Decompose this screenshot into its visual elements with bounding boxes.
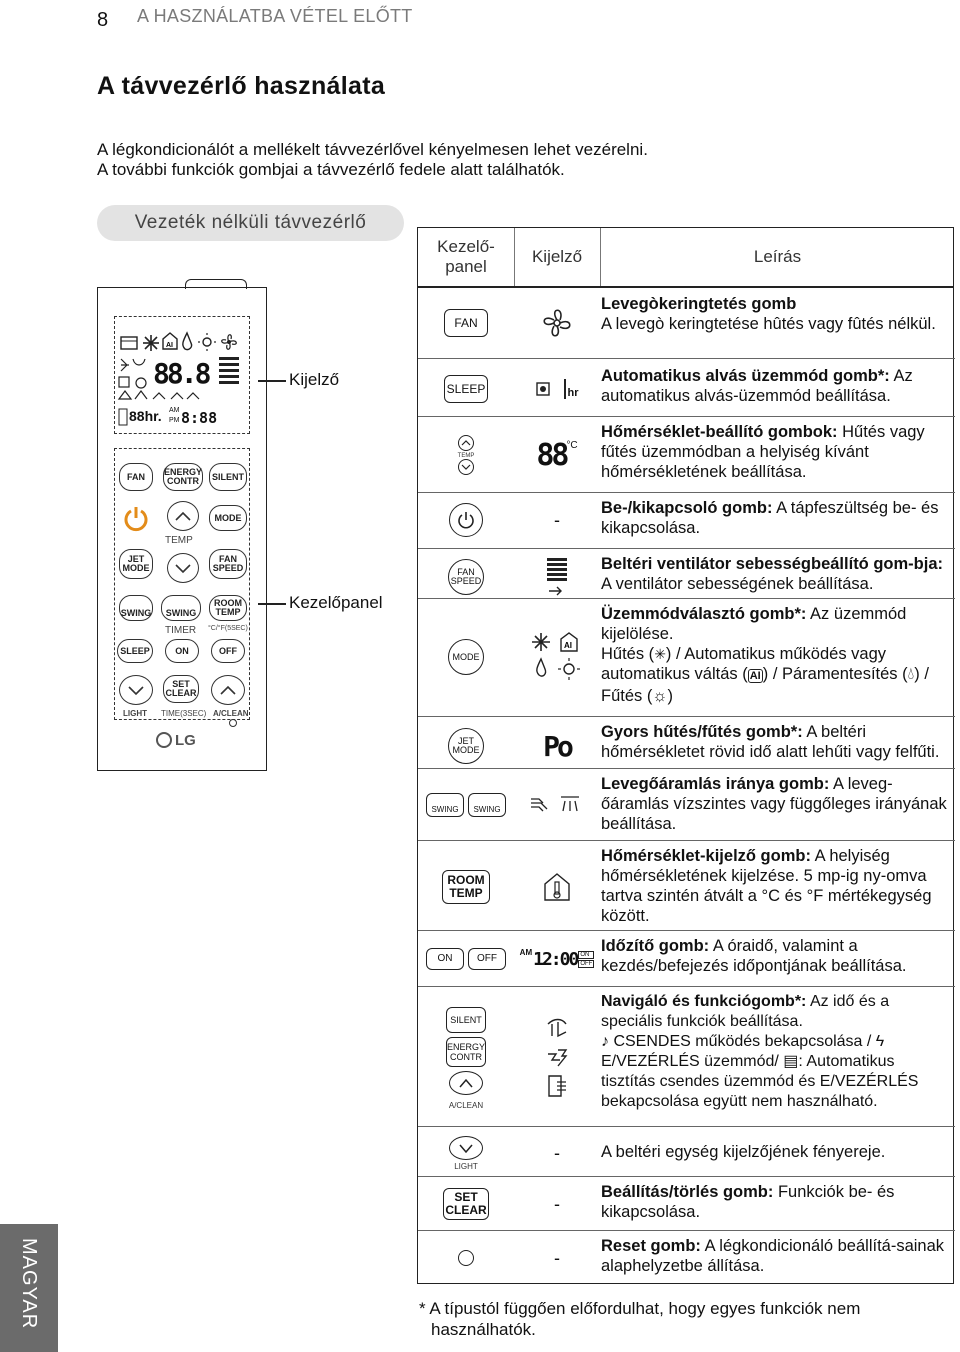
temp-digits: 88 <box>536 437 567 473</box>
timer-am: AM <box>519 948 533 957</box>
remote-temp-up-button[interactable] <box>167 501 199 531</box>
row-desc-text: A leveg-őáramlás vízszintes vagy függőleges irányának beállítása. <box>601 775 947 833</box>
section-header: A HASZNÁLATBA VÉTEL ELŐTT <box>137 6 413 26</box>
mode-icons <box>531 631 583 683</box>
header-underline <box>418 286 953 288</box>
table-row <box>418 420 955 490</box>
remote-on-button[interactable]: ON <box>165 639 199 663</box>
row-display <box>514 934 600 984</box>
house-thermometer-icon <box>542 872 572 902</box>
swing-icons <box>529 795 585 815</box>
energy-key-l1: ENERGY <box>447 1041 486 1052</box>
jet-key-l2: MODE <box>452 745 480 755</box>
row-control <box>418 1130 514 1176</box>
row-control <box>418 1180 514 1228</box>
remote-time3-label: TIME(3SEC) <box>161 709 207 718</box>
clean-inline-icon: ▤ <box>783 1053 799 1070</box>
row-divider <box>418 598 955 599</box>
remote-lcd <box>114 316 250 434</box>
remote-illustration <box>97 287 267 771</box>
row-control <box>418 364 514 414</box>
remote-power-button[interactable] <box>119 501 153 535</box>
chevron-down-icon <box>174 562 192 574</box>
drop-icon: 💧︎ <box>907 665 915 683</box>
remote-fan-button[interactable]: FAN <box>119 463 153 491</box>
nav-line-3b: : Automatikus tisztítás csendes üzemmód és E/VEZÉRLÉS bekapcsolása együtt nem használható. <box>601 1053 919 1110</box>
remote-jet-button[interactable] <box>119 549 153 579</box>
row-description <box>601 1236 953 1276</box>
fanspeed-key-l2: SPEED <box>450 576 482 586</box>
row-desc-text: A tápfeszültség be- és kikapcsolása. <box>601 499 939 537</box>
row-control <box>418 844 514 930</box>
remote-light-label: LIGHT <box>123 709 147 718</box>
chevron-up-icon <box>174 510 192 522</box>
temp-up-key[interactable] <box>458 435 474 451</box>
on-key[interactable]: ON <box>426 948 464 970</box>
row-description <box>601 422 953 482</box>
row-description <box>601 774 953 834</box>
silent-key[interactable]: SILENT <box>446 1007 486 1033</box>
table-row <box>418 844 955 930</box>
energy-inline-icon: ϟ <box>875 1033 885 1050</box>
auto-icon: AI <box>749 670 761 682</box>
lg-logo-text: LG <box>175 732 196 749</box>
remote-button-panel <box>114 448 250 720</box>
page-title: A távvezérlő használata <box>97 72 386 100</box>
row-desc-text: A beltéri hőmérsékletet rövid idő alatt lehűti vagy felfűti. <box>601 723 940 761</box>
energy-icon <box>546 1046 568 1068</box>
col-header-description: Leírás <box>753 247 802 266</box>
timer-off: OFF <box>580 960 593 967</box>
power-key[interactable] <box>449 503 483 537</box>
light-key-label: LIGHT <box>454 1161 478 1171</box>
power-icon <box>456 510 476 530</box>
row-description <box>601 366 953 406</box>
setclear-display: - <box>554 1193 560 1214</box>
row-desc-text: A helyiség hőmérsékletének kijelzése. 5 mp-ig ny-omva tartva szintén átvált a °C és °F mértékegység között. <box>601 847 932 925</box>
sleep-key[interactable]: SLEEP <box>444 375 488 403</box>
timer-onoff <box>578 951 594 968</box>
intro-text <box>97 140 917 180</box>
display-leader-line <box>258 380 286 382</box>
col-header-panel-l2: panel <box>445 257 487 276</box>
row-display <box>514 1180 600 1228</box>
silent-icon <box>544 1018 570 1040</box>
setclear-key[interactable] <box>443 1188 489 1220</box>
remote-swing-h-button[interactable]: SWING <box>119 595 153 621</box>
remote-silent-button[interactable]: SILENT <box>209 463 247 491</box>
fanspeed-key[interactable] <box>448 559 484 595</box>
row-desc-bold: Levegőáramlás iránya gomb: <box>601 775 830 793</box>
chevron-up-icon <box>461 440 471 446</box>
row-desc-bold: Levegòkeringtetés gomb <box>601 295 797 313</box>
row-display <box>514 990 600 1126</box>
remote-energy-button[interactable] <box>163 463 203 491</box>
remote-reset-hole[interactable] <box>229 719 237 727</box>
row-description <box>601 1182 953 1222</box>
sleep-icon <box>536 382 550 396</box>
remote-fanspeed-l1: FAN <box>219 554 237 564</box>
remote-energy-l1: ENERGY <box>164 467 203 477</box>
row-control <box>418 420 514 490</box>
row-desc-text: Az automatikus alvás-üzemmód beállítása. <box>601 367 913 405</box>
table-row <box>418 1180 955 1228</box>
setclear-key-l2: CLEAR <box>445 1203 487 1217</box>
function-table <box>417 227 954 1284</box>
table-row <box>418 292 955 354</box>
footnote-line-1: * A típustól függően előfordulhat, hogy egyes funkciók nem <box>419 1299 861 1318</box>
remote-fanspeed-button[interactable] <box>209 549 247 579</box>
lg-logo <box>156 732 196 749</box>
remote-jet-l1: JET <box>127 554 145 564</box>
row-divider <box>418 1230 955 1231</box>
row-desc-bold: Be-/kikapcsoló gomb: <box>601 499 773 517</box>
footnote <box>419 1298 949 1340</box>
table-row <box>418 720 955 772</box>
row-desc-text: A óraidő, valamint a kezdés/befejezés időpontjának beállítása. <box>601 937 907 975</box>
row-description <box>601 604 953 706</box>
row-display <box>514 364 600 414</box>
language-tab <box>0 1224 58 1352</box>
language-tab-label: MAGYAR <box>18 1238 40 1330</box>
table-row <box>418 990 955 1126</box>
jet-key[interactable] <box>448 728 484 764</box>
table-row <box>418 364 955 414</box>
fanspeed-key-l1: FAN <box>457 567 475 577</box>
row-divider <box>418 548 955 549</box>
lcd-hour-digits: 88hr. <box>129 408 162 424</box>
cool-icon: ✳ <box>654 646 666 662</box>
col-header-display: Kijelző <box>531 247 583 266</box>
silent-inline-icon: ♪ <box>601 1033 609 1050</box>
row-display <box>514 1130 600 1176</box>
table-row <box>418 772 955 838</box>
reset-display: - <box>554 1247 560 1268</box>
row-desc-bold: Beállítás/törlés gomb: <box>601 1183 774 1201</box>
row-display <box>514 602 600 712</box>
row-control <box>418 1234 514 1282</box>
row-divider <box>418 416 955 417</box>
row-divider <box>418 716 955 717</box>
row-display <box>514 720 600 772</box>
remote-energy-l2: CONTR <box>167 476 199 486</box>
svg-text:AI: AI <box>564 641 572 650</box>
row-divider <box>418 492 955 493</box>
swing-v-key[interactable]: SWING <box>468 793 506 817</box>
row-description <box>601 992 953 1112</box>
remote-sleep-button[interactable]: SLEEP <box>117 639 153 663</box>
remote-aclean-label: A/CLEAN <box>213 709 249 718</box>
row-control <box>418 934 514 984</box>
remote-swing-v-button[interactable]: SWING <box>161 595 201 621</box>
footnote-line-2: használhatók. <box>431 1320 536 1339</box>
table-row <box>418 602 955 712</box>
col-header-panel <box>418 228 514 286</box>
remote-room-l1: ROOM <box>214 598 242 608</box>
remote-cf-label: °C/°F(5SEC) <box>208 625 248 632</box>
row-divider <box>418 358 955 359</box>
row-divider <box>418 1176 955 1177</box>
mode-text-e: ) <box>667 687 673 705</box>
mode-text-c: ) / Páramentesítés ( <box>762 665 908 683</box>
row-description <box>601 846 953 926</box>
row-desc-bold: Navigáló és funkciógomb*: <box>601 993 807 1010</box>
fan-speed-bars-icon <box>545 558 569 596</box>
chevron-down-icon <box>458 1143 474 1153</box>
display-callout: Kijelző <box>289 370 340 389</box>
energy-key-l2: CONTR <box>450 1051 482 1062</box>
lcd-main-digits: 88.8 <box>153 357 209 390</box>
swing-h-key[interactable]: SWING <box>426 793 464 817</box>
row-control <box>418 602 514 712</box>
row-desc-bold: Üzemmódválasztó gomb*: <box>601 605 807 623</box>
row-display <box>514 1234 600 1282</box>
row-divider <box>418 930 955 931</box>
row-desc-text: A ventilátor sebességének beállítása. <box>601 575 874 593</box>
row-desc-text: Hűtés vagy fűtés üzemmódban a helyiség kívánt hőmérsékletének beállítása. <box>601 423 925 481</box>
remote-set-l2: CLEAR <box>165 688 197 698</box>
reset-key[interactable] <box>458 1250 474 1266</box>
row-control <box>418 720 514 772</box>
row-control <box>418 552 514 602</box>
remote-off-button[interactable]: OFF <box>211 639 245 663</box>
row-description <box>601 1142 953 1162</box>
row-display <box>514 772 600 838</box>
chevron-down-icon <box>461 464 471 470</box>
mode-key[interactable]: MODE <box>448 639 484 675</box>
intro-line-1: A légkondicionálót a mellékelt távvezérlővel kényelmesen lehet vezérelni. <box>97 140 648 159</box>
mode-text-a: Hűtés ( <box>601 645 655 663</box>
row-desc-bold: Automatikus alvás üzemmód gomb*: <box>601 367 890 385</box>
row-display <box>514 420 600 490</box>
lcd-pm: PM <box>169 417 180 424</box>
remote-set-l1: SET <box>172 679 190 689</box>
power-display: - <box>554 509 560 530</box>
roomtemp-key-l2: TEMP <box>449 886 483 900</box>
remote-temp-label: TEMP <box>165 535 193 546</box>
table-row <box>418 1234 955 1282</box>
energy-key[interactable] <box>446 1037 486 1067</box>
remote-room-l2: TEMP <box>215 607 241 617</box>
row-control <box>418 496 514 544</box>
row-control <box>418 990 514 1126</box>
row-desc-text: Az idő és a speciális funkciók beállítása. <box>601 993 890 1030</box>
intro-line-2: A további funkciók gombjai a távvezérlő fedele alatt találhatók. <box>97 160 565 179</box>
hour-display: hr <box>564 379 579 399</box>
setclear-key-l1: SET <box>454 1190 478 1204</box>
row-desc-text: Funkciók be- és kikapcsolása. <box>601 1183 895 1221</box>
chevron-up-icon <box>219 684 237 696</box>
remote-light-button[interactable] <box>119 675 153 705</box>
jet-key-l1: JET <box>457 736 474 746</box>
row-desc-bold: Reset gomb: <box>601 1237 701 1255</box>
remote-type-pill: Vezeték nélküli távvezérlő <box>97 205 404 241</box>
row-desc-text: A levegò keringtetése hûtés vagy fûtés nélkül. <box>601 315 936 333</box>
mode-text-d: ) / Fűtés ( <box>601 665 929 705</box>
chevron-up-icon <box>458 1078 474 1088</box>
panel-leader-line <box>258 603 286 605</box>
svg-text:AI: AI <box>166 342 173 349</box>
remote-fanspeed-l2: SPEED <box>212 563 244 573</box>
remote-mode-button[interactable]: MODE <box>209 505 247 531</box>
row-divider <box>418 768 955 769</box>
row-divider <box>418 1126 955 1127</box>
row-display <box>514 496 600 544</box>
remote-jet-l2: MODE <box>122 563 150 573</box>
timer-on: ON <box>578 951 594 959</box>
panel-callout: Kezelőpanel <box>289 593 383 612</box>
remote-aclean-button[interactable] <box>211 675 245 705</box>
table-row <box>418 934 955 984</box>
row-display <box>514 552 600 602</box>
row-control <box>418 772 514 838</box>
table-row <box>418 496 955 544</box>
off-key[interactable]: OFF <box>468 948 506 970</box>
aclean-key[interactable] <box>449 1071 483 1095</box>
row-desc-text: A légkondicionáló beállítá-sainak alaphelyzetbe állítása. <box>601 1237 945 1275</box>
light-key[interactable] <box>449 1136 483 1160</box>
timer-clock: 12:00 <box>533 948 578 970</box>
temp-down-key[interactable] <box>458 459 474 475</box>
row-desc-bold: Beltéri ventilátor sebességbeállító gom-bja: <box>601 555 944 573</box>
aclean-key-label: A/CLEAN <box>448 1100 484 1110</box>
lcd-am: AM <box>169 407 180 414</box>
row-description <box>601 498 953 538</box>
remote-temp-down-button[interactable] <box>167 553 199 583</box>
row-desc-bold: Időzítő gomb: <box>601 937 710 955</box>
jet-display: Po <box>543 729 571 763</box>
row-description <box>601 554 953 594</box>
remote-timer-label: TIMER <box>165 625 197 636</box>
row-divider <box>418 986 955 987</box>
lcd-clock: 8:88 <box>181 409 218 427</box>
row-divider <box>418 840 955 841</box>
clean-icon <box>546 1074 568 1098</box>
roomtemp-key[interactable] <box>442 870 490 904</box>
row-display <box>514 844 600 930</box>
page-number: 8 <box>97 9 109 31</box>
col-header-panel-l1: Kezelő- <box>437 237 495 256</box>
chevron-down-icon <box>127 684 145 696</box>
fan-key[interactable]: FAN <box>444 309 488 337</box>
row-desc-bold: Hőmérséklet-kijelző gomb: <box>601 847 811 865</box>
row-desc-bold: Gyors hűtés/fűtés gomb*: <box>601 723 803 741</box>
mode-text-b: ) / Automatikus működés vagy automatikus váltás ( <box>601 645 887 683</box>
celsius-unit: °C <box>566 440 578 451</box>
nav-line-2: CSENDES működés bekapcsolása / <box>609 1033 876 1050</box>
sun-icon: ☼ <box>652 687 668 705</box>
nav-line-3: E/VEZÉRLÉS üzemmód/ <box>601 1053 784 1070</box>
table-row <box>418 1130 955 1176</box>
row-desc-text: A beltéri egység kijelzőjének fényereje. <box>601 1143 886 1161</box>
row-description <box>601 722 953 762</box>
row-description <box>601 294 953 334</box>
row-control <box>418 292 514 354</box>
fan-icon <box>539 305 575 341</box>
power-icon <box>121 503 151 533</box>
row-description <box>601 936 953 976</box>
remote-roomtemp-button[interactable] <box>209 595 247 621</box>
light-display: - <box>554 1142 560 1163</box>
roomtemp-key-l1: ROOM <box>447 873 485 887</box>
row-desc-text: Az üzemmód kijelölése. <box>601 605 907 643</box>
table-row <box>418 552 955 602</box>
row-desc-bold: Hőmérséklet-beállító gombok: <box>601 423 838 441</box>
remote-setclear-button[interactable] <box>163 675 199 703</box>
row-display <box>514 292 600 354</box>
temp-key-label: TEMP <box>457 453 475 459</box>
